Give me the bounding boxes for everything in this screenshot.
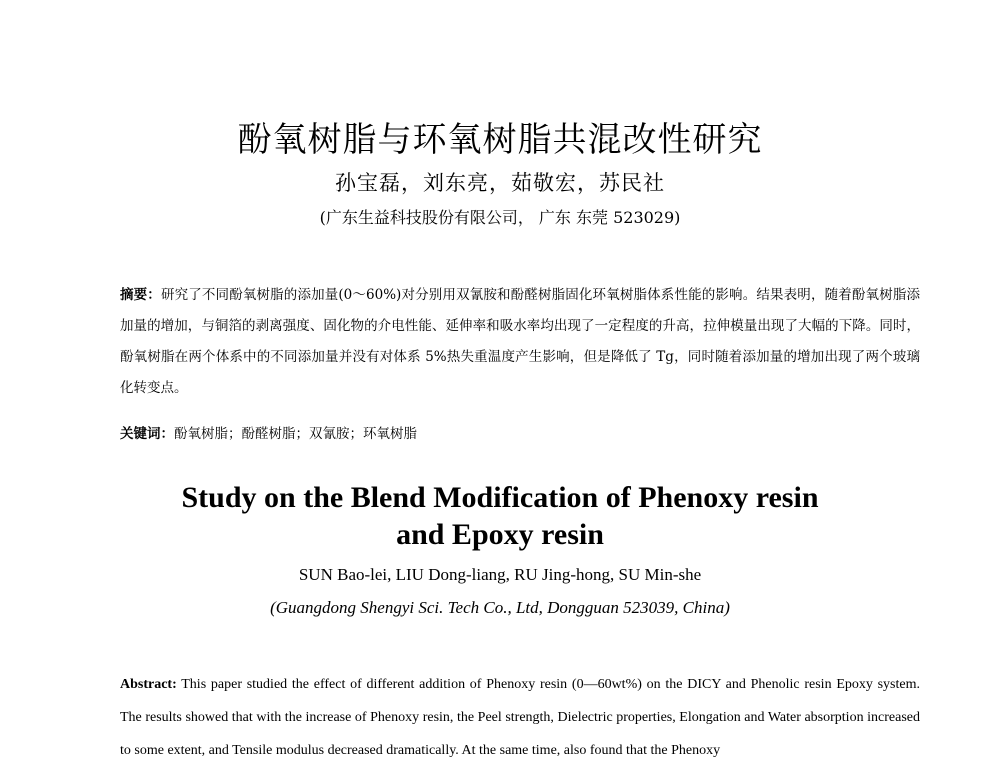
english-title-line-2: and Epoxy resin: [396, 518, 604, 551]
english-authors: SUN Bao-lei, LIU Dong-liang, RU Jing-hong, SU Min-she: [298, 565, 702, 584]
chinese-authors: 孙宝磊，刘东亮，茹敬宏，苏民社: [335, 171, 665, 195]
english-title-line-1: Study on the Blend Modification of Phenoxy resin: [181, 481, 819, 514]
chinese-abstract: [120, 280, 920, 404]
chinese-title: 酚氧树脂与环氧树脂共混改性研究: [237, 120, 763, 160]
english-abstract-text: This paper studied the effect of different addition of Phenoxy resin (0—60wt%) on the DICY and Phenolic resin Epoxy system. The results showed that with the increase of Phenoxy resin, the Peel strength, Dielectric properties, Elongation and Water absorption increased to some extent, and Tensile modulus decreased dramatically. At the same time, also found that the Phenoxy: [120, 677, 920, 758]
chinese-keywords-label: 关键词：: [120, 426, 174, 442]
chinese-keywords: [120, 421, 920, 447]
chinese-keywords-text: 酚氧树脂；酚醛树脂；双氰胺；环氧树脂: [174, 426, 417, 442]
chinese-abstract-text: 研究了不同酚氧树脂的添加量(0～60%)对分别用双氰胺和酚醛树脂固化环氧树脂体系性能的影响。结果表明，随着酚氧树脂添加量的增加，与铜箔的剥离强度、固化物的介电性能、延伸率和吸水率均出现了一定程度的升高，拉伸模量出现了大幅的下降。同时，酚氧树脂在两个体系中的不同添加量并没有对体系 5%热失重温度产生影响，但是降低了 Tg，同时随着添加量的增加出现了两个玻璃化转变点。: [120, 287, 920, 396]
chinese-affiliation: (广东生益科技股份有限公司， 广东 东莞 523029): [319, 208, 681, 227]
english-abstract-label: Abstract:: [120, 677, 177, 692]
chinese-abstract-label: 摘要：: [120, 287, 161, 303]
english-affiliation: (Guangdong Shengyi Sci. Tech Co., Ltd, Dongguan 523039, China): [270, 598, 730, 617]
english-title: [0, 479, 1000, 553]
english-abstract: [120, 668, 920, 767]
